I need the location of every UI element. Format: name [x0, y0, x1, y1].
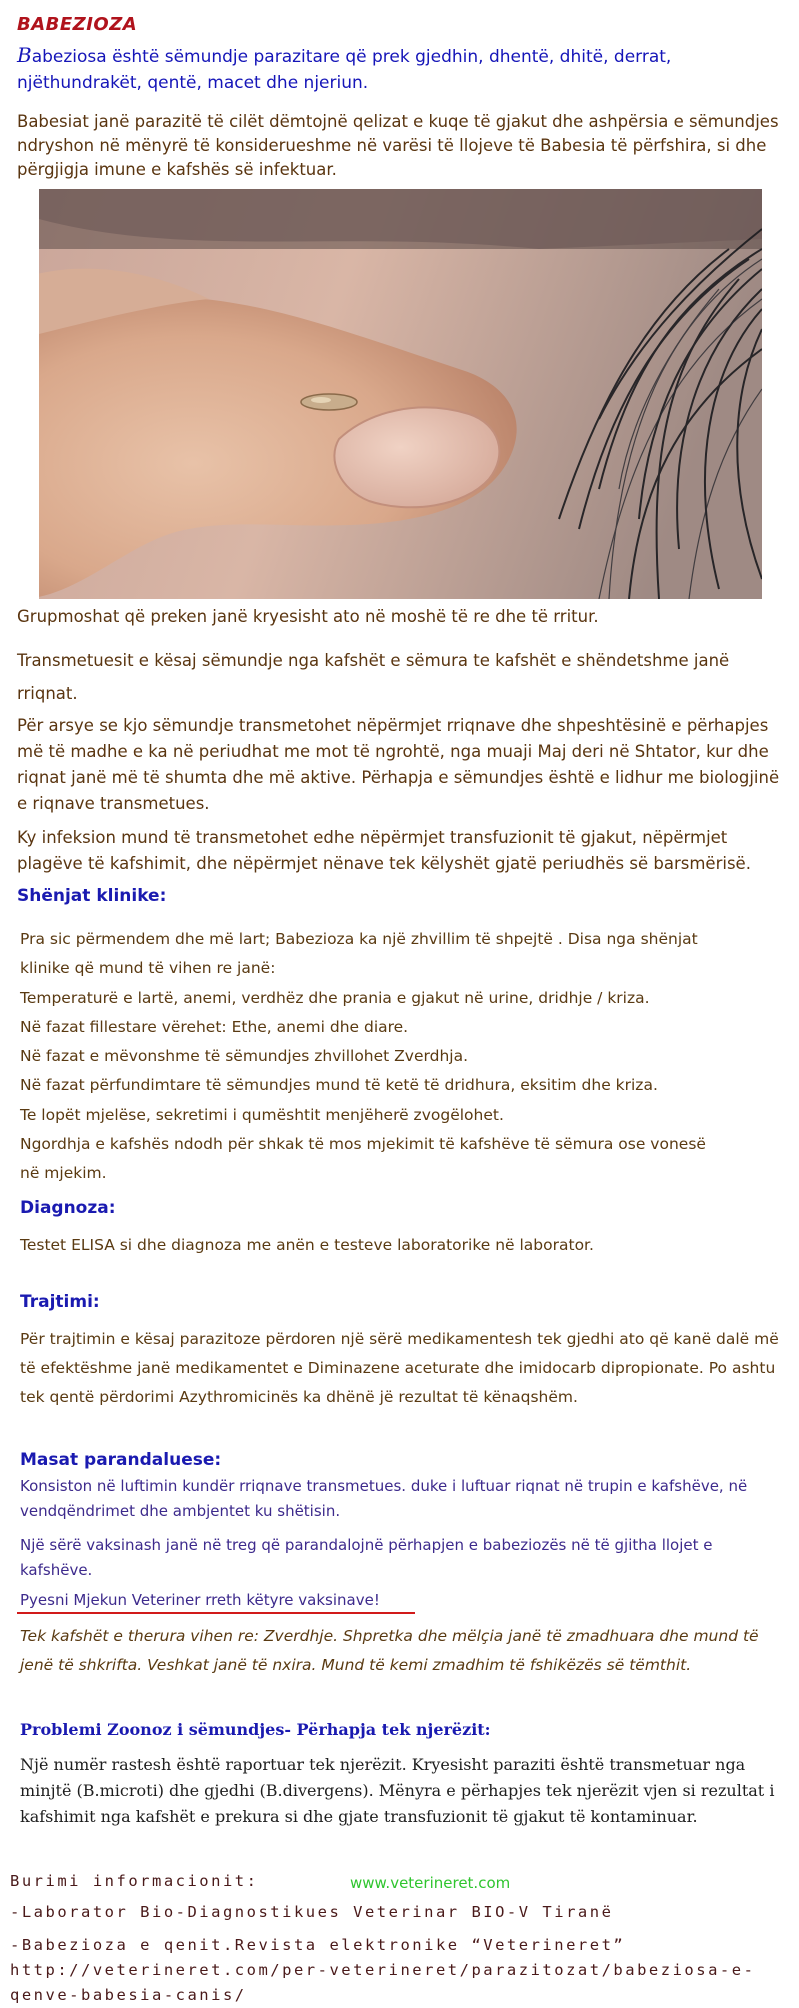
clinical-line: Temperaturë e lartë, anemi, verdhëz dhe prania e gjakut në urine, dridhje / kriza. — [20, 988, 650, 1007]
paragraph-infection-routes: Ky infeksion mund të transmetohet edhe nëpërmjet transfuzionit të gjakut, nëpërmjet plagëve të kafshimit, dhe nëpërmjet nënave tek këlyshët gjatë periudhës së barsmërisë. — [17, 828, 751, 873]
clinical-line: në mjekim. — [20, 1164, 107, 1183]
zoonotic-text: Një numër rastesh është raportuar tek njerëzit. Kryesisht paraziti është transmetuar nga minjtë (B.microti) dhe gjedhi (B.divergens). Mënyra e përhapjes tek njerëzit vjen si rezultat i kafshimit nga kafshët e prekura si dhe gjate transfuzionit të gjakut të kontaminuar. — [20, 1755, 775, 1826]
clinical-line: Në fazat fillestare vërehet: Ethe, anemi dhe diare. — [20, 1017, 409, 1036]
paragraph-transmission-season: Për arsye se kjo sëmundje transmetohet nëpërmjet rriqnave dhe shpeshtësinë e përhapjes më të madhe e ka në periudhat me mot të ngrohtë, nga muaji Maj deri në Shtator, kur dhe riqnat janë më të shumta dhe më aktive. Përhapja e sëmundjes është e lidhur me biologjinë e riqnave transmetues. — [17, 716, 780, 813]
clinical-line: klinike që mund të vihen re janë: — [20, 959, 276, 978]
heading-zoonotic: Problemi Zoonoz i sëmundjes- Përhapja tek njerëzit: — [20, 1720, 491, 1739]
vaccines-text: Një sërë vaksinash janë në treg që parandalojnë përhapjen e babeziozës në të gjitha llojet e kafshëve. — [20, 1536, 713, 1579]
intro-paragraph — [17, 42, 777, 96]
clinical-line: Në fazat përfundimtare të sëmundjes mund të ketë të dridhura, eksitim dhe kriza. — [20, 1076, 658, 1095]
clinical-line: Te lopët mjelëse, sekretimi i qumështit menjëherë zvogëlohet. — [20, 1105, 504, 1124]
heading-treatment: Trajtimi: — [20, 1292, 100, 1312]
clinical-signs-list — [20, 925, 790, 1189]
slaughtered-findings: Tek kafshët e therura vihen re: Zverdhje. Shpretka dhe mëlçia janë të zmadhuara dhe mund të jenë të shkrifta. Veshkat janë të nxira. Mund të kemi zmadhim të fshikëzës së tëmthit. — [20, 1627, 759, 1674]
diagnosis-text: Testet ELISA si dhe diagnoza me anën e testeve laboratorike në laborator. — [20, 1236, 594, 1254]
heading-prevention: Masat parandaluese: — [20, 1450, 222, 1470]
photo-illustration — [39, 189, 762, 599]
source-line: -Laborator Bio-Diagnostikues Veterinar BIO-V Tiranë — [10, 1903, 614, 1921]
heading-clinical-signs: Shënjat klinike: — [17, 886, 167, 906]
source-website-link[interactable]: www.veterineret.com — [350, 1874, 511, 1892]
sources-label: Burimi informacionit: — [10, 1872, 259, 1890]
paragraph-babesia: Babesiat janë parazitë të cilët dëmtojnë qelizat e kuqe të gjakut dhe ashpërsia e sëmundjes ndryshon në mënyrë të konsiderueshme në varësi të llojeve të Babesia të përfshira, si dhe përgjigja imune e kafshës së infektuar. — [17, 112, 779, 179]
intro-text: abeziosa është sëmundje parazitare që prek gjedhin, dhentë, dhitë, derrat, njëthundrakët, qentë, macet dhe njeriun. — [17, 47, 672, 93]
paragraph-age-groups: Grupmoshat që preken janë kryesisht ato në moshë të re dhe të rritur. — [17, 607, 599, 626]
treatment-text: Për trajtimin e kësaj parazitoze përdoren një sërë medikamentesh tek gjedhi ato që kanë dalë më të efektëshme janë medikamentet e Diminazene aceturate dhe imidocarb dipropionate. Po ashtu tek qentë përdorimi Azythromicinës ka dhënë jë rezultat të kënaqshëm. — [20, 1330, 779, 1406]
clinical-line: Ngordhja e kafshës ndodh për shkak të mos mjekimit të kafshëve të sëmura ose vonesë — [20, 1135, 706, 1154]
source-line: -Babezioza e qenit.Revista elektronike “Veterineret” http://veterineret.com/per-veterineret/parazitozat/babeziosa-e-qenve-babesia-canis/ — [10, 1936, 756, 2004]
prevention-text: Konsiston në luftimin kundër rriqnave transmetues. duke i luftuar riqnat në trupin e kafshëve, në vendqëndrimet dhe ambjentet ku shëtisin. — [20, 1477, 748, 1520]
paragraph-transmitters: Transmetuesit e kësaj sëmundje nga kafshët e sëmura te kafshët e shëndetshme janë rriqnat. — [17, 651, 730, 703]
ask-vet-text: Pyesni Mjekun Veteriner rreth këtyre vaksinave! — [20, 1591, 380, 1609]
tick-on-finger-photo — [39, 189, 762, 599]
intro-drop-letter: B — [17, 43, 32, 67]
ask-vet-underline — [17, 1612, 415, 1614]
article-title: BABEZIOZA — [17, 14, 138, 35]
clinical-line: Në fazat e mëvonshme të sëmundjes zhvillohet Zverdhja. — [20, 1047, 468, 1066]
clinical-line: Pra sic përmendem dhe më lart; Babezioza ka një zhvillim të shpejtë . Disa nga shënjat — [20, 930, 698, 948]
heading-diagnosis: Diagnoza: — [20, 1198, 116, 1218]
